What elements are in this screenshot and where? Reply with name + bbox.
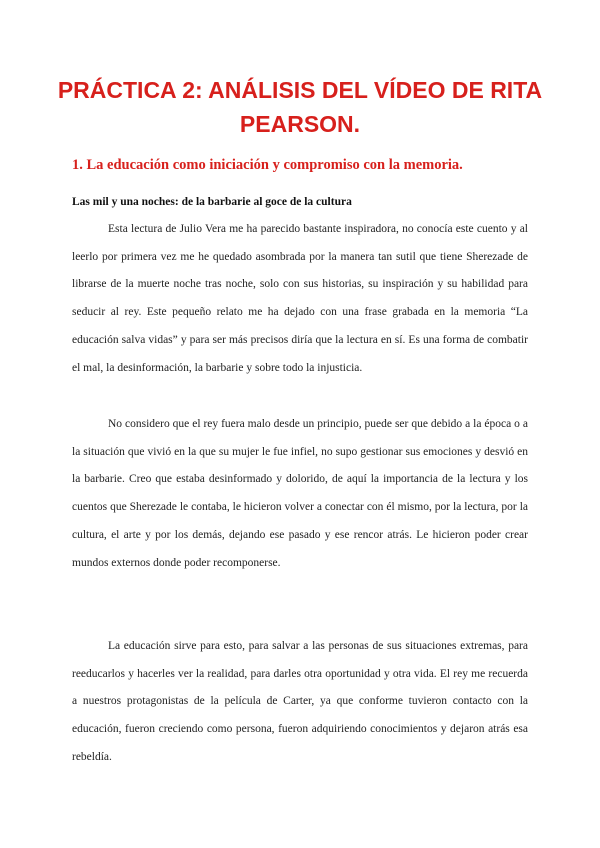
paragraph-1: Esta lectura de Julio Vera me ha parecido bastante inspiradora, no conocía este cuento y al leerlo por primera vez me he quedado asombrada por la manera tan sutil que tiene Sherezade de librarse de la muerte noche tras noche, solo con sus historias, su inspiración y su habilidad para seducir al rey. Este pequeño relato me ha dejado con una frase grabada en la memoria “La educación salva vidas” y para ser más precisos diría que la lectura en sí. Es una forma de combatir el mal, la desinformación, la barbarie y sobre todo la injusticia. xyxy=(72,223,528,374)
subheading: Las mil y una noches: de la barbarie al goce de la cultura xyxy=(72,196,352,208)
document-title: PRÁCTICA 2: ANÁLISIS DEL VÍDEO DE RITA PEARSON. xyxy=(57,77,543,137)
paragraph-2: No considero que el rey fuera malo desde un principio, puede ser que debido a la época o a la situación que vivió en la que su mujer le fue infiel, no supo gestionar sus emociones y desvió en la barbarie. Creo que estaba desinformado y dolorido, de aquí la importancia de la lectura y los cuentos que Sherezade le contaba, le hicieron volver a conectar con él mismo, por la lectura, por la cultura, el arte y por los demás, dejando ese pasado y ese rencor atrás. Le hicieron poder crear mundos externos donde poder recomponerse. xyxy=(72,418,528,569)
section-heading: 1. La educación como iniciación y compromiso con la memoria. xyxy=(72,157,463,173)
paragraph-3: La educación sirve para esto, para salvar a las personas de sus situaciones extremas, para reeducarlos y hacerles ver la realidad, para darles otra oportunidad y otra vida. El rey me recuerda a nuestros protagonistas de la película de Carter, ya que conforme tuvieron contacto con la educación, fueron creciendo como persona, fueron adquiriendo conocimientos y dejaron atrás esa rebeldía. xyxy=(72,640,528,763)
